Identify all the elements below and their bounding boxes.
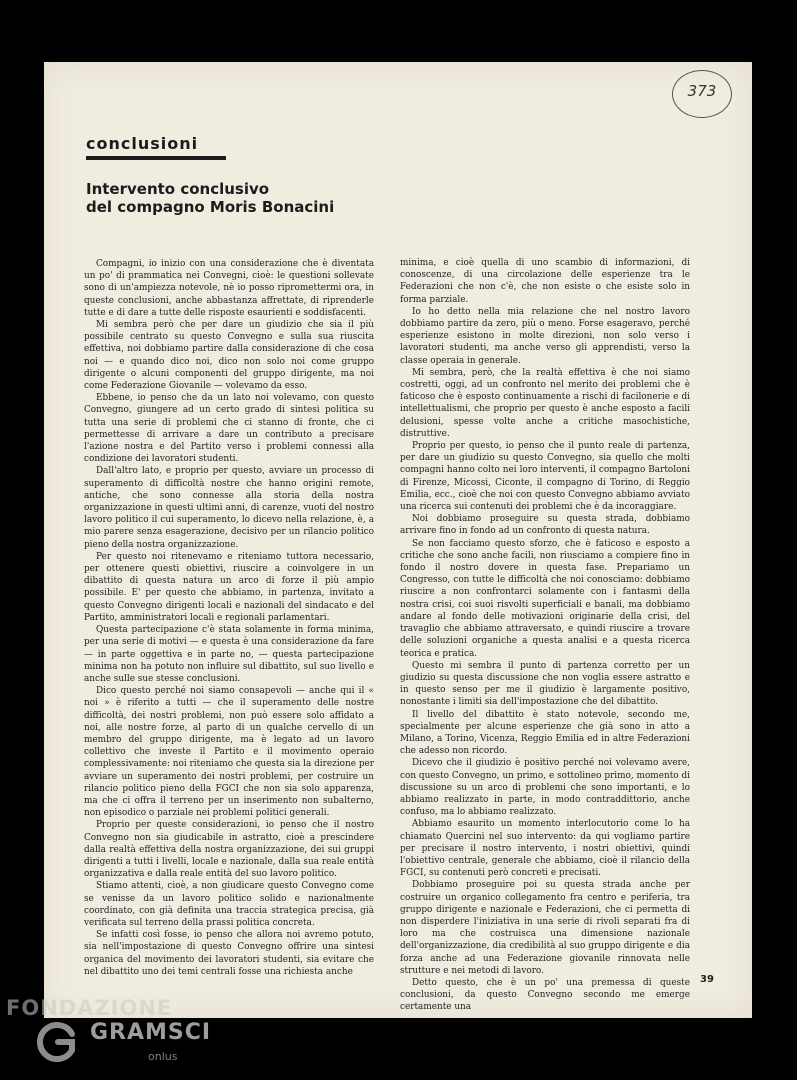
paragraph: Io ho detto nella mia relazione che nel nostro lavoro dobbiamo partire da zero, più o meno. Forse esageravo, perché esperienze esistono in molte direzioni, non solo verso i lavoratori studenti, ma anche verso gli apprendisti, verso la classe operaia in generale. bbox=[400, 306, 690, 366]
paragraph: Se non facciamo questo sforzo, che è faticoso e esposto a critiche che sono anche facili, non riusciamo a compiere fino in fondo il nostro dovere in questa fase. Prepariamo un Congresso, con tutte le difficoltà che noi conosciamo: dobbiamo riuscire a non confrontarci solamente con i fantasmi della nostra crisi, coi suoi risvolti superficiali e banali, ma dobbiamo andare al fondo delle motivazioni originarie della crisi, del travaglio che abbiamo attraversato, e quindi riuscire a trovare delle soluzioni organiche a questa analisi e a questa ricerca teorica e pratica. bbox=[400, 538, 690, 659]
paragraph: Mi sembra però che per dare un giudizio che sia il più possibile centrato su questo Convegno e sulla sua riuscita effettiva, noi dobbiamo partire dalla considerazione di che cosa noi — e quando dico noi, dico non solo noi come gruppo dirigente o alcuni componenti del gruppo dirigente, ma noi come Federazione Giovanile — volevamo da esso. bbox=[84, 320, 374, 392]
folio-number: 373 bbox=[687, 82, 717, 100]
watermark-onlus: onlus bbox=[148, 1050, 178, 1063]
watermark-gramsci: GRAMSCI bbox=[90, 1020, 212, 1045]
paragraph: Per questo noi ritenevamo e riteniamo tuttora necessario, per ottenere questi obiettivi, riuscire a coinvolgere in un dibattito di questa natura un arco di forze il più ampio possibile. E' per questo che abbiamo, in partenza, invitato a questo Convegno dirigenti locali e nazionali del sindacato e del Partito, amministratori locali e regionali parlamentari. bbox=[84, 551, 374, 623]
paragraph: Mi sembra, però, che la realtà effettiva è che noi siamo costretti, oggi, ad un confronto nel merito dei problemi che è faticoso che è esposto continuamente a rischi di facilonerie e di intellettualismi, che proprio per questo è anche esposto a facili delusioni, spesse volte anche a critiche masochistiche, distruttive. bbox=[400, 367, 690, 439]
paragraph: Abbiamo esaurito un momento interlocutorio come lo ha chiamato Quercini nel suo intervento: da qui vogliamo partire per precisare il nostro intervento, i nostri obiettivi, quindi l'obiettivo centrale, generale che abbiamo, cioè il rilancio della FGCI, su contenuti però concreti e precisati. bbox=[400, 819, 690, 879]
paragraph: Questo mi sembra il punto di partenza corretto per un giudizio su questa discussione che non voglia essere astratto e in questo senso per me il giudizio è largamente positivo, nonostante i limiti sia dell'impostazione che del dibattito. bbox=[400, 660, 690, 708]
paragraph: Noi dobbiamo proseguire su questa strada, dobbiamo arrivare fino in fondo ad un confronto di questa natura. bbox=[400, 514, 690, 537]
paragraph: Se infatti così fosse, io penso che allora noi avremo potuto, sia nell'impostazione di questo Convegno offrire una sintesi organica del movimento dei lavoratori studenti, sia evitare che nel dibattito uno dei temi centrali fosse una richiesta anche bbox=[84, 930, 374, 977]
paragraph: minima, e cioè quella di uno scambio di informazioni, di conoscenze, di una circolazione delle esperienze tra le Federazioni che non c'è, che non esiste o che esiste solo in forma parziale. bbox=[400, 258, 690, 305]
paragraph: Ebbene, io penso che da un lato noi volevamo, con questo Convegno, giungere ad un certo grado di sintesi politica su tutta una serie di problemi che ci stanno di fronte, che ci permettesse di arrivare a dare un contributo a precisare l'azione nostra e del Partito verso i problemi connessi alla condizione dei lavoratori studenti. bbox=[84, 393, 374, 465]
left-column bbox=[84, 258, 374, 978]
section-underline bbox=[86, 156, 226, 160]
paragraph: Proprio per queste considerazioni, io penso che il nostro Convegno non sia giudicabile in astratto, cioè a prescindere dalla realtà effettiva della nostra organizzazione, dei sui gruppi dirigenti a tutti i livelli, locale e nazionale, dalla sua reale entità organizzativa e dalla reale entità del suo lavoro politico. bbox=[84, 820, 374, 880]
paragraph: Dico questo perché noi siamo consapevoli — anche qui il « noi » è riferito a tutti — che il superamento delle nostre difficoltà, dei nostri problemi, non può essere solo affidato a noi, alle nostre forze, al parto di un qualche cervello di un membro del gruppo dirigente, ma è legato ad un lavoro collettivo che investe il Partito e il movimento operaio complessivamente: noi riteniamo che questa sia la direzione per avviare un superamento dei nostri problemi, per costruire un rilancio politico pieno della FGCI che non sia solo apparenza, ma che ci offra il terreno per un inserimento non subalterno, non episodico o parziale nei problemi politici generali. bbox=[84, 686, 374, 819]
paragraph: Dobbiamo proseguire poi su questa strada anche per costruire un organico collegamento fra centro e periferia, tra gruppo dirigente e nazionale e Federazioni, che ci permetta di non disperdere l'iniziativa in una serie di rivoli separati fra di loro ma che costruisca una dimensione nazionale dell'organizzazione, dia credibilità al suo gruppo dirigente e dia forza anche ad una Federazione giovanile rinnovata nelle strutture e nei metodi di lavoro. bbox=[400, 880, 690, 976]
title-line-1: Intervento conclusivo bbox=[86, 180, 270, 198]
paragraph: Dall'altro lato, e proprio per questo, avviare un processo di superamento di difficoltà nostre che hanno origini remote, antiche, che sono connesse alla storia della nostra organizzazione in questi ultimi anni, di carenze, vuoti del nostro lavoro politico il cui superamento, lo dicevo nella relazione, è, a mio parere senza esagerazione, decisivo per un rilancio politico pieno della nostra organizzazione. bbox=[84, 466, 374, 550]
paragraph: Questa partecipazione c'è stata solamente in forma minima, per una serie di motivi — e questa è una considerazione da fare — in parte oggettiva e in parte no, — questa partecipazione minima non ha potuto non influire sul dibattito, sul suo livello e anche sulle sue stesse conclusioni. bbox=[84, 625, 374, 684]
paragraph: Stiamo attenti, cioè, a non giudicare questo Convegno come se venisse da un lavoro politico solido e nazionalmente coordinato, con già definita una traccia strategica precisa, già verificata sul terreno della prassi politica concreta. bbox=[84, 881, 374, 928]
paragraph: Dicevo che il giudizio è positivo perché noi volevamo avere, con questo Convegno, un primo, e sottolineo primo, momento di discussione su un arco di problemi che sono importanti, e lo abbiamo realizzato in parte, in modo contraddittorio, anche confuso, ma lo abbiamo realizzato. bbox=[400, 758, 690, 818]
page-number: 39 bbox=[700, 974, 714, 985]
paragraph: Il livello del dibattito è stato notevole, secondo me, specialmente per alcune esperienze che già sono in atto a Milano, a Torino, Vicenza, Reggio Emilia ed in altre Federazioni che adesso non ricordo. bbox=[400, 709, 690, 757]
paragraph: Proprio per questo, io penso che il punto reale di partenza, per dare un giudizio su questo Convegno, sia quello che molti compagni hanno colto nei loro interventi, il compagno Bartoloni di Firenze, Micossi, Ciconte, il compagno di Torino, di Reggio Emilia, ecc., cioè che noi con questo Convegno abbiamo avviato una ricerca sui contenuti dei problemi che è da incoraggiare. bbox=[400, 441, 690, 513]
document-page bbox=[44, 62, 752, 1018]
article-title bbox=[86, 180, 334, 216]
paragraph: Compagni, io inizio con una considerazione che è diventata un po' di prammatica nei Convegni, cioè: le questioni sollevate sono di un'ampiezza notevole, nè io posso ripromettermi ora, in queste conclusioni, anche abbastanza affrettate, di riprenderle tutte e di dare a tutte delle risposte esaurienti e soddisfacenti. bbox=[84, 259, 374, 318]
gramsci-logo-icon bbox=[34, 1020, 78, 1064]
right-column bbox=[400, 257, 690, 1014]
section-heading: conclusioni bbox=[86, 134, 199, 153]
title-line-2: del compagno Moris Bonacini bbox=[86, 198, 335, 216]
paragraph: Detto questo, che è un po' una premessa di queste conclusioni, da questo Convegno secondo me emerge certamente una bbox=[400, 977, 690, 1013]
watermark-fondazione: FONDAZIONE bbox=[6, 996, 173, 1020]
